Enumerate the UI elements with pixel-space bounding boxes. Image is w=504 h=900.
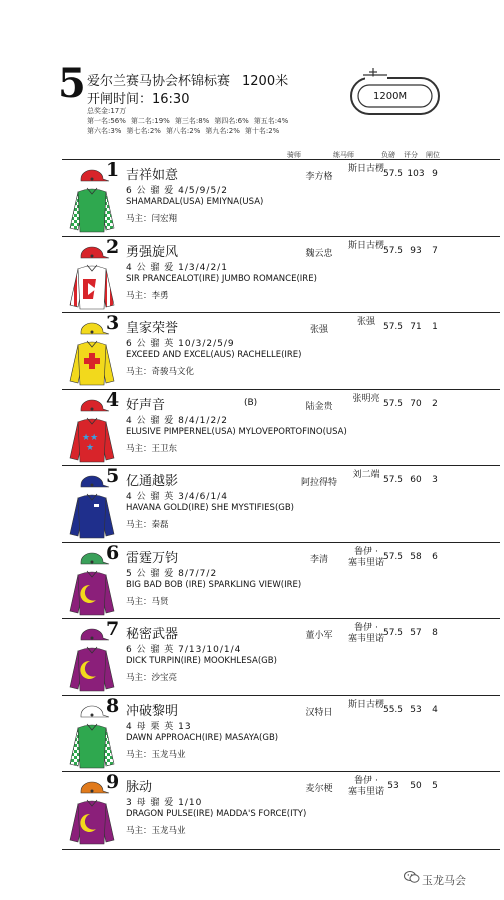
horse-row bbox=[62, 618, 500, 694]
horse-row bbox=[62, 465, 500, 541]
horse-name: 雷霆万钧 bbox=[126, 550, 179, 566]
race-header bbox=[0, 0, 504, 160]
prize-place: 第五名:4% bbox=[253, 117, 289, 125]
horse-number: 9 bbox=[106, 771, 120, 793]
gate: 1 bbox=[432, 322, 438, 332]
horse-name: 脉动 bbox=[126, 780, 153, 795]
horse-name: 冲破黎明 bbox=[126, 703, 179, 719]
horse-owner: 马主：奇骏马文化 bbox=[126, 367, 195, 377]
horse-number: 5 bbox=[106, 465, 120, 487]
horse-row bbox=[62, 771, 500, 847]
prize-place: 第六名:3% bbox=[87, 127, 122, 135]
gate: 9 bbox=[432, 169, 438, 179]
trainer-name: 鲁伊 · 塞韦里诺 bbox=[347, 623, 384, 644]
horse-name: 好声音 bbox=[126, 397, 166, 413]
horse-pedigree: DICK TURPIN(IRE) MOOKHLESA(GB) bbox=[126, 656, 277, 666]
horse-owner: 马主：秦磊 bbox=[126, 520, 169, 530]
horse-name: 吉祥如意 bbox=[126, 168, 179, 183]
trainer-name: 斯日古楞 bbox=[347, 699, 384, 710]
weight: 57.5 bbox=[382, 169, 404, 179]
track-diagram bbox=[343, 66, 443, 116]
jockey-name: 魏云忠 bbox=[305, 248, 333, 259]
col-weight: 负磅 bbox=[381, 151, 395, 159]
rating: 71 bbox=[410, 322, 422, 332]
horse-owner: 马主：闫宏翔 bbox=[126, 214, 178, 224]
gate: 3 bbox=[432, 475, 438, 485]
horse-pedigree: DRAGON PULSE(IRE) MADDA'S FORCE(ITY) bbox=[126, 809, 307, 819]
wechat-icon bbox=[404, 870, 420, 884]
gate: 5 bbox=[432, 781, 438, 791]
horse-info: 3 母 骝 爱 1/10 bbox=[126, 798, 203, 808]
weight: 57.5 bbox=[382, 475, 404, 485]
col-rating: 评分 bbox=[404, 151, 418, 159]
prize-place: 第九名:2% bbox=[205, 127, 240, 135]
horse-owner: 马主：王卫东 bbox=[126, 443, 178, 454]
horse-name: 皇家荣誉 bbox=[126, 321, 179, 336]
rating: 58 bbox=[410, 551, 422, 562]
jockey-name: 麦尔梗 bbox=[305, 784, 333, 794]
rating: 103 bbox=[407, 169, 425, 179]
horse-info: 5 公 骝 爱 8/7/7/2 bbox=[126, 568, 218, 579]
rating: 93 bbox=[410, 245, 422, 256]
horse-name: 勇强旋风 bbox=[126, 244, 179, 260]
gate: 2 bbox=[432, 398, 438, 409]
horse-info: 4 公 骝 爱 1/3/4/2/1 bbox=[126, 262, 228, 273]
prize-place: 第八名:2% bbox=[165, 127, 201, 135]
horse-number: 3 bbox=[106, 312, 120, 334]
col-jockey: 骑师 bbox=[287, 151, 301, 159]
horse-pedigree: SIR PRANCEALOT(IRE) JUMBO ROMANCE(IRE) bbox=[126, 273, 317, 284]
horse-pedigree: SHAMARDAL(USA) EMIYNA(USA) bbox=[126, 197, 264, 207]
trainer-name: 鲁伊 · 塞韦里诺 bbox=[347, 776, 384, 797]
prize-line-2 bbox=[87, 126, 293, 136]
prize-place: 第三名:8% bbox=[174, 117, 210, 125]
prize-line-1 bbox=[87, 116, 293, 126]
rating: 57 bbox=[410, 628, 422, 638]
horse-pedigree: EXCEED AND EXCEL(AUS) RACHELLE(IRE) bbox=[126, 350, 302, 360]
horse-name: 亿通越影 bbox=[126, 474, 179, 489]
rating: 50 bbox=[410, 781, 422, 791]
bottom-rule bbox=[62, 849, 500, 850]
horse-owner: 马主：马贤 bbox=[126, 596, 169, 607]
horse-number: 8 bbox=[106, 694, 120, 717]
jockey-name: 张强 bbox=[309, 325, 328, 335]
prize-place: 第四名:6% bbox=[214, 117, 249, 125]
horse-owner: 马主：李勇 bbox=[126, 290, 169, 301]
horse-row bbox=[62, 312, 500, 388]
horse-name: 秘密武器 bbox=[126, 627, 179, 642]
gate: 4 bbox=[432, 704, 438, 715]
horse-number: 1 bbox=[106, 159, 120, 181]
rating: 60 bbox=[410, 475, 422, 485]
horse-info: 6 公 骝 爱 4/5/9/5/2 bbox=[126, 186, 228, 196]
weight: 57.5 bbox=[382, 398, 404, 409]
weight: 57.5 bbox=[382, 551, 404, 562]
race-distance: 1200米 bbox=[242, 74, 289, 89]
weight: 57.5 bbox=[382, 322, 404, 332]
brand-name: 玉龙马会 bbox=[422, 874, 466, 887]
horse-owner: 马主：玉龙马业 bbox=[126, 826, 186, 836]
horse-row bbox=[62, 159, 500, 235]
horse-pedigree: HAVANA GOLD(IRE) SHE MYSTIFIES(GB) bbox=[126, 503, 294, 513]
trainer-name: 斯日古楞 bbox=[347, 240, 384, 251]
jockey-name: 汉特日 bbox=[305, 707, 333, 718]
horse-pedigree: ELUSIVE PIMPERNEL(USA) MYLOVEPORTOFINO(USA) bbox=[126, 426, 347, 437]
prize-place: 第七名:2% bbox=[126, 127, 161, 135]
gate: 6 bbox=[432, 551, 438, 562]
horse-info: 4 公 骝 爱 8/4/1/2/2 bbox=[126, 415, 228, 426]
jockey-name: 阿拉得特 bbox=[300, 478, 337, 488]
race-number: 5 bbox=[58, 60, 86, 107]
prize-place: 第一名:56% bbox=[87, 117, 126, 125]
horse-row bbox=[62, 542, 500, 618]
total-prize: 总奖金:17万 bbox=[87, 107, 127, 115]
trainer-name: 刘二端 bbox=[352, 470, 380, 480]
blinkers-flag: (B) bbox=[244, 397, 258, 408]
horse-number: 2 bbox=[106, 235, 120, 258]
jockey-name: 陆金贵 bbox=[305, 401, 333, 412]
rating: 53 bbox=[410, 704, 422, 715]
trainer-name: 张明亮 bbox=[352, 393, 380, 404]
weight: 53 bbox=[387, 781, 399, 791]
prize-place: 第二名:19% bbox=[130, 117, 170, 125]
gate: 7 bbox=[432, 245, 438, 256]
track-distance-label: 1200M bbox=[373, 91, 408, 102]
weight: 57.5 bbox=[382, 245, 404, 256]
weight: 55.5 bbox=[382, 704, 404, 715]
horse-pedigree: BIG BAD BOB (IRE) SPARKLING VIEW(IRE) bbox=[126, 579, 302, 590]
horse-info: 6 公 骝 英 10/3/2/5/9 bbox=[126, 339, 235, 349]
horse-row bbox=[62, 389, 500, 465]
horse-pedigree: DAWN APPROACH(IRE) MASAYA(GB) bbox=[126, 732, 279, 743]
gate: 8 bbox=[432, 628, 438, 638]
jockey-name: 李方格 bbox=[305, 172, 333, 182]
race-start-time: 开闸时间：16:30 bbox=[87, 92, 190, 107]
horse-info: 4 公 骝 英 3/4/6/1/4 bbox=[126, 492, 228, 502]
col-trainer: 练马师 bbox=[333, 151, 354, 159]
trainer-name: 鲁伊 · 塞韦里诺 bbox=[347, 546, 384, 568]
jockey-name: 董小军 bbox=[305, 631, 333, 641]
col-gate: 闸位 bbox=[426, 151, 440, 159]
horse-info: 4 母 栗 英 13 bbox=[126, 721, 192, 732]
horse-owner: 马主：玉龙马业 bbox=[126, 749, 186, 760]
weight: 57.5 bbox=[382, 628, 404, 638]
horse-owner: 马主：沙宝亮 bbox=[126, 673, 178, 683]
trainer-name: 斯日古楞 bbox=[347, 164, 384, 174]
prize-place: 第十名:2% bbox=[244, 127, 280, 135]
rating: 70 bbox=[410, 398, 422, 409]
svg-text:★★: ★★ bbox=[82, 432, 99, 443]
race-name: 爱尔兰赛马协会杯锦标赛 bbox=[87, 74, 231, 89]
horse-number: 7 bbox=[106, 618, 120, 640]
trainer-name: 张强 bbox=[356, 317, 375, 327]
horse-info: 6 公 骝 英 7/13/10/1/4 bbox=[126, 645, 242, 655]
race-title bbox=[87, 70, 288, 89]
svg-text:★: ★ bbox=[86, 442, 95, 453]
horse-row bbox=[62, 236, 500, 312]
horse-number: 6 bbox=[106, 541, 120, 564]
horse-row bbox=[62, 695, 500, 771]
horse-number: 4 bbox=[106, 388, 120, 411]
prize-distribution bbox=[87, 116, 293, 136]
jockey-name: 李清 bbox=[309, 554, 328, 565]
